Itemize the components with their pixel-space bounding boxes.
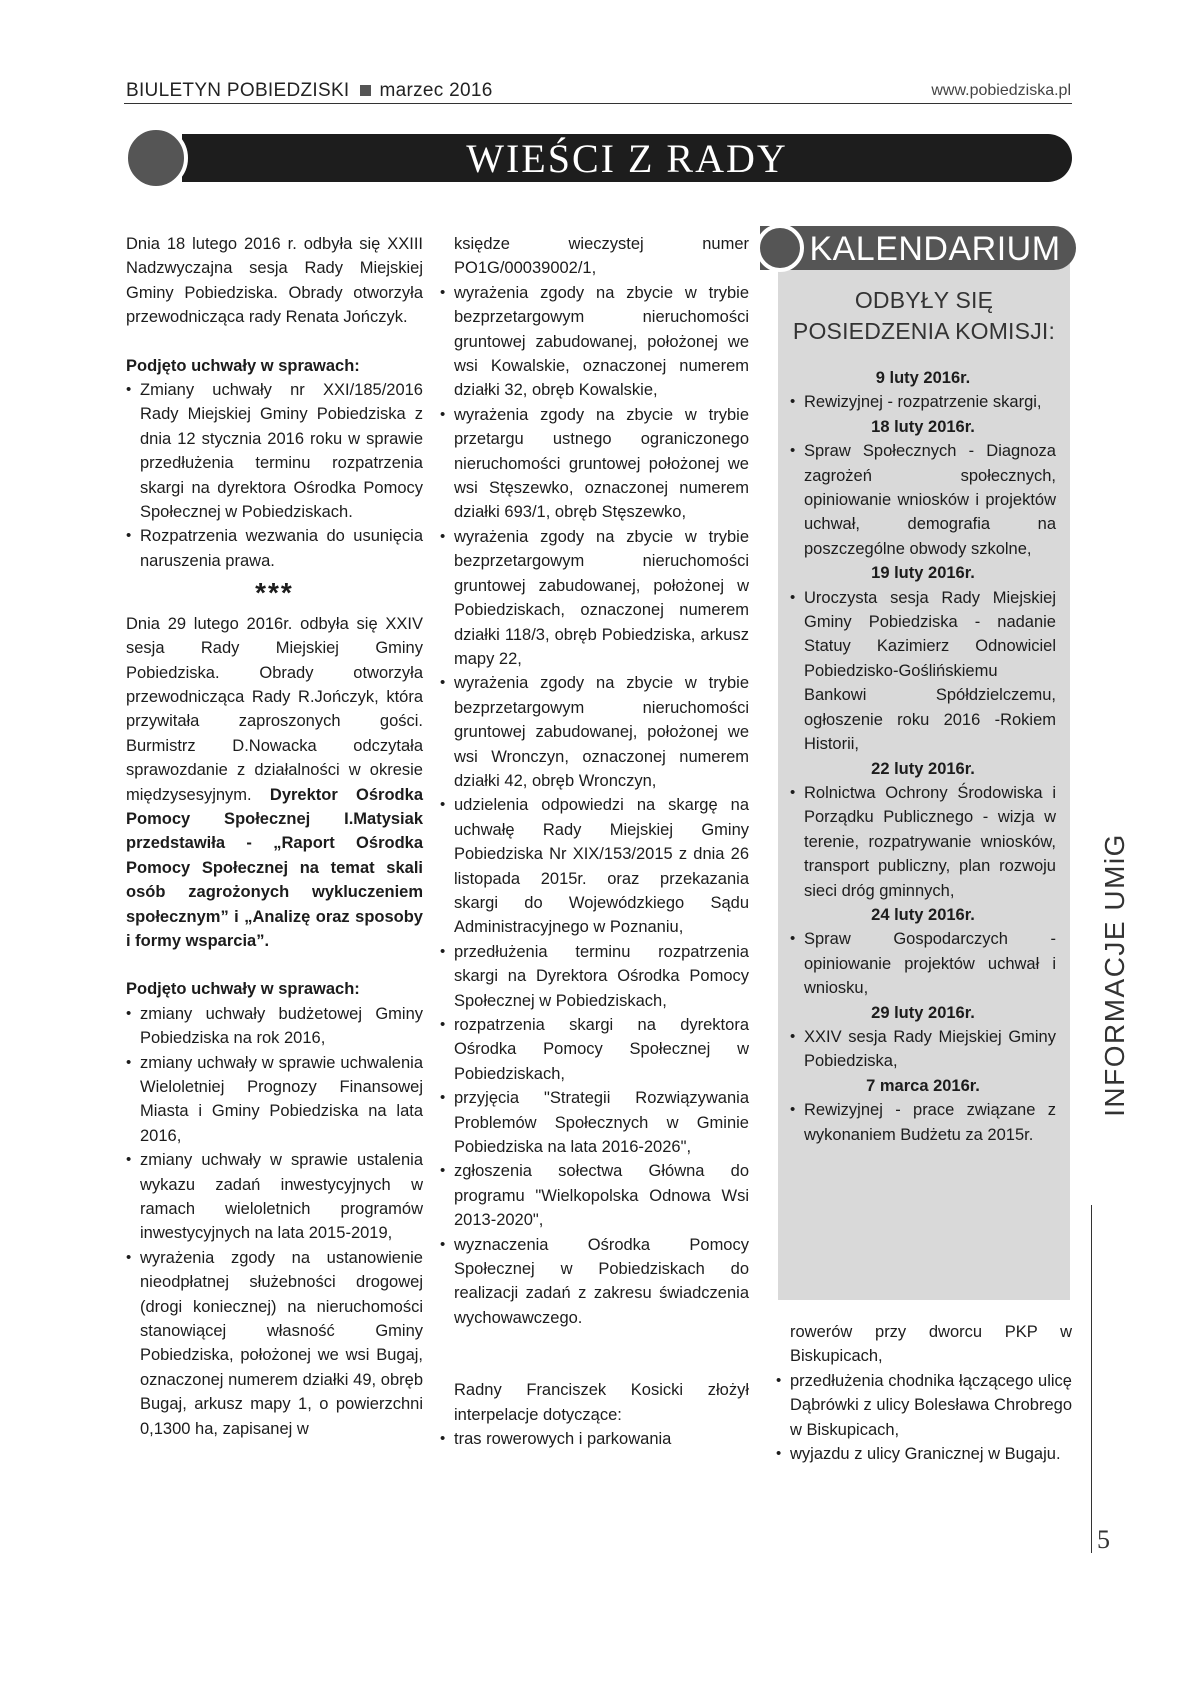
resolutions-list-1 — [126, 378, 423, 573]
list-item: • przyjęcia "Strategii Rozwiązywania Problemów Społecznych w Gminie Pobiedziska na lata 2016-2026", — [440, 1086, 749, 1159]
continued-text: księdze wieczystej numer PO1G/00039002/1, — [454, 235, 749, 278]
kalendarium-circle-icon — [756, 224, 804, 272]
publication-name: BIULETYN POBIEDZISKI — [126, 80, 350, 101]
article-column-2 — [440, 232, 749, 1452]
section-separator: *** — [255, 577, 294, 609]
article-column-1 — [126, 232, 423, 1441]
meeting-item: • Rolnictwa Ochrony Środowiska i Porządku Publicznego - wizja w terenie, rozpatrywanie wniosków, transport publiczny, plan rozwoju sieci dróg gminnych, — [790, 781, 1056, 903]
meeting-date: 9 luty 2016r. — [875, 369, 971, 387]
section-side-label: INFORMACJE UMiG — [1099, 833, 1130, 1117]
meeting-date: 7 marca 2016r. — [866, 1076, 980, 1095]
meeting-item: • Uroczysta sesja Rady Miejskiej Gminy Pobiedziska - nadanie Statuy Kazimierz Odnowiciel Pobiedzisko-Goślińskiemu Bankowi Spółdzielczemu, ogłoszenie roku 2016 -Rokiem Historii, — [790, 586, 1056, 757]
report-announcement: Dyrektor Ośrodka Pomocy Społecznej I.Matysiak przedstawiła - „Raport Ośrodka Pomocy Społecznej na temat skali osób zagrożonych wykluczeniem społecznym” i „Analizę oraz sposoby i formy wsparcia”. — [126, 785, 423, 950]
list-item: • wyrażenia zgody na ustanowienie nieodpłatnej służebności drogowej (drogi koniecznej) na nieruchomości stanowiącej własność Gminy Pobiedziska, położonej we wsi Bugaj, oznaczonej numerem działki 49, obręb Bugaj, arkusz mapy 1, o powierzchni 0,1300 ha, zapisanej w — [126, 1246, 423, 1441]
resolutions-heading-2: Podjęto uchwały w sprawach: — [126, 980, 360, 999]
list-item: • wyrażenia zgody na zbycie w trybie przetargu ustnego ograniczonego nieruchomości gruntowej położonej we wsi Stęszewko, oznaczonej numerem działki 693/1, obręb Stęszewko, — [440, 403, 749, 525]
session-intro-1: Dnia 18 lutego 2016 r. odbyła się XXIII Nadzwyczajna sesja Rady Miejskiej Gminy Pobiedziska. Obrady otworzyła przewodnicząca rady Renata Jończyk. — [126, 235, 423, 327]
article-column-3 — [776, 1320, 1072, 1466]
list-item: • wyznaczenia Ośrodka Pomocy Społecznej w Pobiedziskach do realizacji zadań z zakresu świadczenia wychowawczego. — [440, 1233, 749, 1331]
list-item: • zmiany uchwały budżetowej Gminy Pobiedziska na rok 2016, — [126, 1002, 423, 1051]
list-item: • Rozpatrzenia wezwania do usunięcia naruszenia prawa. — [126, 524, 423, 573]
list-item: • udzielenia odpowiedzi na skargę na uchwałę Rady Miejskiej Gminy Pobiedziska Nr XIX/153/2015 z dnia 26 listopada 2015r. oraz przekazania skargi do Wojewódzkiego Sądu Administracyjnego w Poznaniu, — [440, 793, 749, 939]
kalendarium-subtitle: ODBYŁY SIĘ POSIEDZENIA KOMISJI: — [792, 287, 1056, 344]
separator-square-icon — [360, 85, 371, 96]
list-item: • rozpatrzenia skargi na dyrektora Ośrodka Pomocy Społecznej w Pobiedziskach, — [440, 1013, 749, 1086]
list-item: • wyrażenia zgody na zbycie w trybie bezprzetargowym nieruchomości gruntowej zabudowanej, położonej w Pobiedziskach, oznaczonej numerem działki 118/3, obręb Pobiedziska, arkusz mapy 22, — [440, 525, 749, 671]
publication-header — [126, 80, 493, 102]
resolutions-list-2 — [126, 1002, 423, 1441]
continued-text: rowerów przy dworcu PKP w Biskupicach, — [790, 1323, 1072, 1366]
kalendarium-title: KALENDARIUM — [809, 230, 1061, 268]
list-item: • zgłoszenia sołectwa Główna do programu "Wielkopolska Odnowa Wsi 2013-2020", — [440, 1159, 749, 1232]
page-number: 5 — [1097, 1525, 1110, 1554]
list-item: • zmiany uchwały w sprawie ustalenia wykazu zadań inwestycyjnych w ramach wieloletnich programów inwestycyjnych na lata 2015-2019, — [126, 1148, 423, 1246]
meeting-item: • XXIV sesja Rady Miejskiej Gminy Pobiedziska, — [790, 1025, 1056, 1074]
interpelation-list — [440, 1427, 749, 1451]
interpelation-intro: Radny Franciszek Kosicki złożył interpelacje dotyczące: — [454, 1381, 749, 1424]
side-divider — [1091, 1205, 1092, 1553]
meeting-date: 22 luty 2016r. — [871, 759, 975, 778]
resolutions-list-2-cont — [440, 281, 749, 1330]
resolutions-heading-1: Podjęto uchwały w sprawach: — [126, 356, 360, 375]
interpelation-list-cont — [776, 1369, 1072, 1467]
section-title: WIEŚCI Z RADY — [466, 136, 788, 181]
issue-date: marzec 2016 — [379, 80, 493, 101]
meeting-date: 18 luty 2016r. — [871, 417, 975, 436]
meeting-item: • Spraw Gospodarczych - opiniowanie projektów uchwał i wniosku, — [790, 927, 1056, 1000]
meeting-date: 29 luty 2016r. — [871, 1003, 975, 1022]
meeting-item: • Rewizyjnej - rozpatrzenie skargi, — [790, 390, 1056, 414]
kalendarium-list — [790, 366, 1056, 1147]
list-item: • zmiany uchwały w sprawie uchwalenia Wieloletniej Prognozy Finansowej Miasta i Gminy Pobiedziska na lata 2016, — [126, 1051, 423, 1149]
list-item: • tras rowerowych i parkowania — [440, 1427, 749, 1451]
meeting-item: • Spraw Społecznych - Diagnoza zagrożeń społecznych, opiniowanie wniosków i projektów uchwał, demografia na poszczególne obwody szkolne, — [790, 439, 1056, 561]
meeting-date: 19 luty 2016r. — [871, 564, 975, 583]
header-divider — [124, 103, 1072, 104]
meeting-date: 24 luty 2016r. — [871, 905, 975, 924]
meeting-item: • Rewizyjnej - prace związane z wykonaniem Budżetu za 2015r. — [790, 1098, 1056, 1147]
website-link[interactable]: www.pobiedziska.pl — [931, 82, 1071, 99]
list-item: • przedłużenia terminu rozpatrzenia skargi na Dyrektora Ośrodka Pomocy Społecznej w Pobiedziskach, — [440, 940, 749, 1013]
list-item: • wyrażenia zgody na zbycie w trybie bezprzetargowym nieruchomości gruntowej zabudowanej, położonej we wsi Wronczyn, oznaczonej numerem działki 42, obręb Wronczyn, — [440, 671, 749, 793]
list-item: • przedłużenia chodnika łączącego ulicę Dąbrówki z ulicy Bolesława Chrobrego w Biskupicach, — [776, 1369, 1072, 1442]
list-item: • wyjazdu z ulicy Granicznej w Bugaju. — [776, 1442, 1072, 1466]
session-intro-2: Dnia 29 lutego 2016r. odbyła się XXIV sesja Rady Miejskiej Gminy Pobiedziska. Obrady otworzyła przewodnicząca Rady R.Jończyk, która przywitała zaproszonych gości. Burmistrz D.Nowacka odczytała sprawozdanie z działalności w okresie międzysesyjnym. Dyrektor Ośrodka Pomocy Społecznej I.Matysiak przedstawiła - „Raport Ośrodka Pomocy Społecznej na temat skali osób zagrożonych wykluczeniem społecznym” i „Analizę oraz sposoby i formy wsparcia”. — [126, 614, 423, 950]
list-item: • wyrażenia zgody na zbycie w trybie bezprzetargowym nieruchomości gruntowej zabudowanej, położonej we wsi Kowalskie, oznaczonej numerem działki 32, obręb Kowalskie, — [440, 281, 749, 403]
list-item: • Zmiany uchwały nr XXI/185/2016 Rady Miejskiej Gminy Pobiedziska z dnia 12 stycznia 2016 roku w sprawie przedłużenia terminu rozpatrzenia skargi na dyrektora Ośrodka Pomocy Społecznej w Pobiedziskach. — [126, 378, 423, 524]
banner-circle-icon — [124, 126, 188, 190]
